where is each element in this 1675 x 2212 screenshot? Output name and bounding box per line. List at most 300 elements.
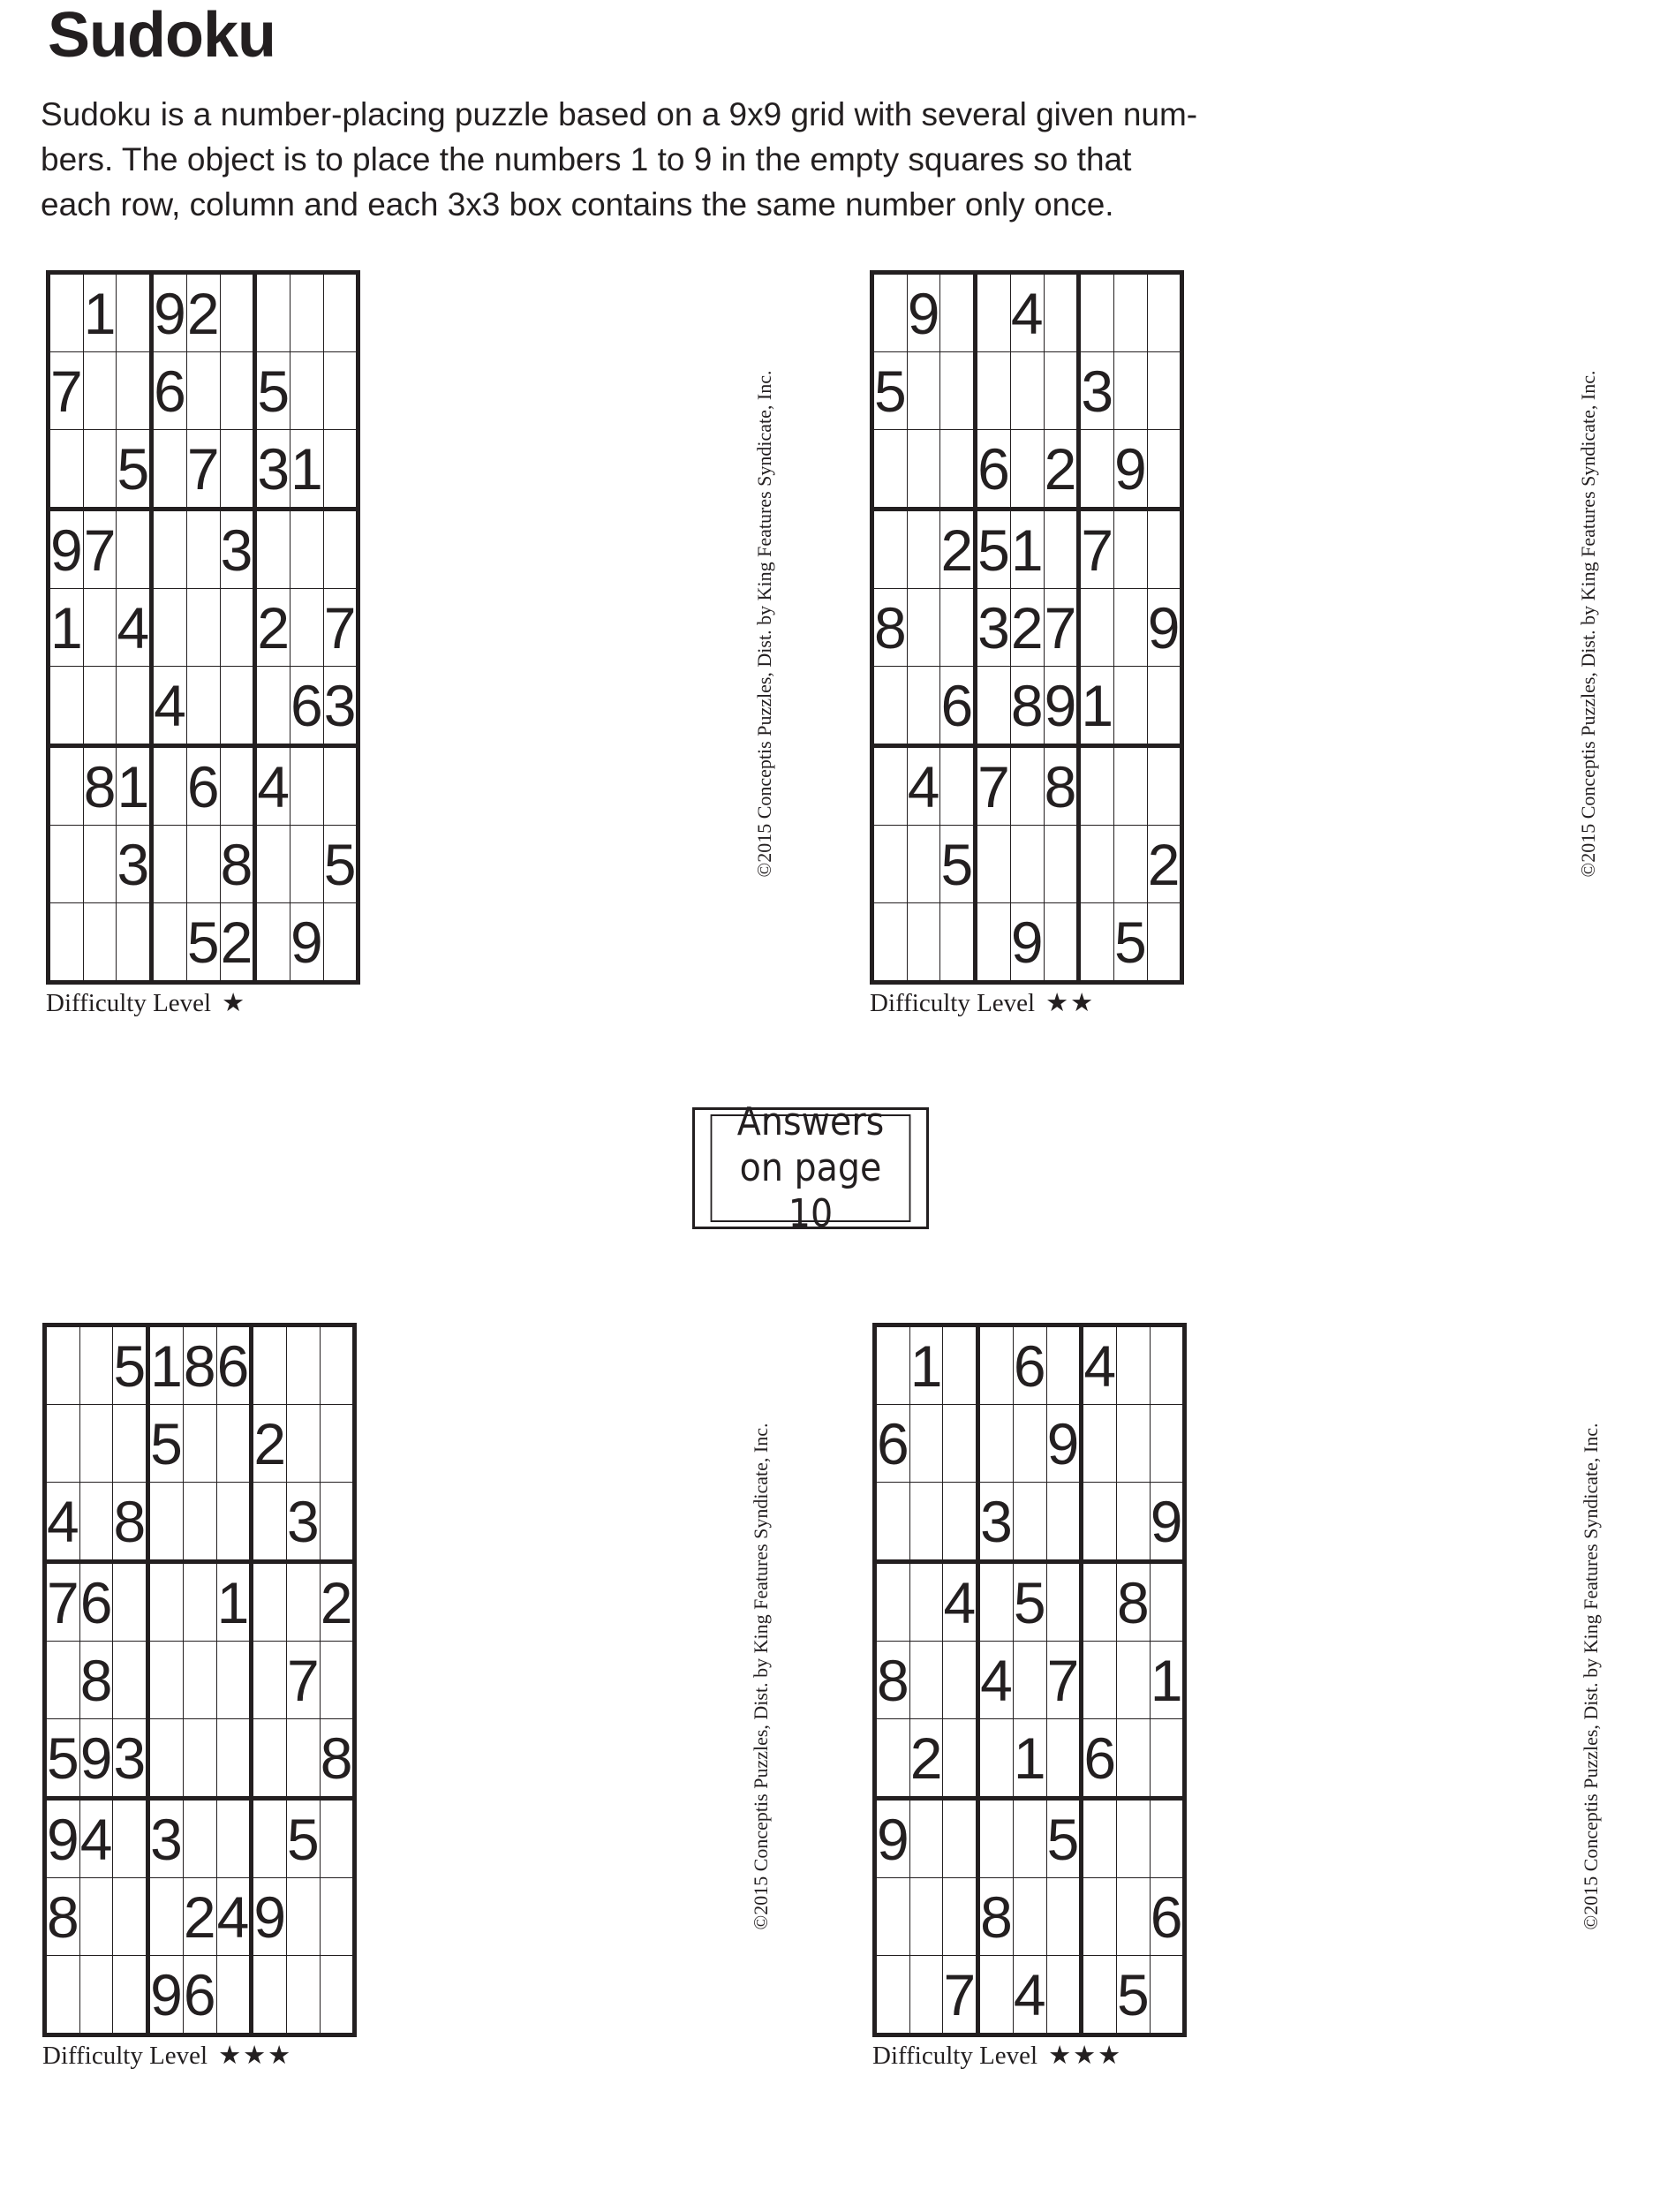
empty-cell[interactable] xyxy=(940,273,976,352)
grid-row xyxy=(875,1799,1185,1878)
given-cell: 9 xyxy=(1114,430,1148,510)
empty-cell[interactable] xyxy=(907,510,940,589)
empty-cell[interactable] xyxy=(1114,826,1148,903)
empty-cell[interactable] xyxy=(1150,1325,1185,1405)
empty-cell[interactable] xyxy=(290,826,324,903)
empty-cell[interactable] xyxy=(1044,826,1079,903)
given-cell: 9 xyxy=(875,1799,910,1878)
empty-cell[interactable] xyxy=(909,1799,943,1878)
empty-cell[interactable] xyxy=(875,1956,910,2035)
grid-row xyxy=(49,430,358,510)
empty-cell[interactable] xyxy=(323,903,358,983)
empty-cell[interactable] xyxy=(978,1562,1014,1642)
empty-cell[interactable] xyxy=(1117,1483,1151,1562)
empty-cell[interactable] xyxy=(1147,746,1182,826)
given-cell: 6 xyxy=(1150,1878,1185,1956)
given-cell: 7 xyxy=(943,1956,978,2035)
empty-cell[interactable] xyxy=(875,1878,910,1956)
empty-cell[interactable] xyxy=(186,826,220,903)
empty-cell[interactable] xyxy=(287,1878,321,1956)
grid-row xyxy=(45,1719,355,1799)
empty-cell[interactable] xyxy=(909,1405,943,1483)
empty-cell[interactable] xyxy=(287,1562,321,1642)
grid-row xyxy=(875,1719,1185,1799)
given-cell: 9 xyxy=(907,273,940,352)
empty-cell[interactable] xyxy=(909,1562,943,1642)
empty-cell[interactable] xyxy=(907,430,940,510)
empty-cell[interactable] xyxy=(875,1562,910,1642)
empty-cell[interactable] xyxy=(287,1719,321,1799)
given-cell: 5 xyxy=(1013,1562,1046,1642)
empty-cell[interactable] xyxy=(79,1483,113,1562)
empty-cell[interactable] xyxy=(49,430,84,510)
empty-cell[interactable] xyxy=(1046,1325,1082,1405)
empty-cell[interactable] xyxy=(1046,1719,1082,1799)
empty-cell[interactable] xyxy=(183,1642,216,1719)
empty-cell[interactable] xyxy=(1117,1799,1151,1878)
given-cell: 2 xyxy=(1147,826,1182,903)
instructions-line: Sudoku is a number-placing puzzle based on a 9x9 grid with several given num- xyxy=(41,96,1198,132)
given-cell: 2 xyxy=(1044,430,1079,510)
empty-cell[interactable] xyxy=(252,1719,287,1799)
empty-cell[interactable] xyxy=(1046,1878,1082,1956)
given-cell: 3 xyxy=(976,589,1011,667)
empty-cell[interactable] xyxy=(1013,1878,1046,1956)
empty-cell[interactable] xyxy=(1117,1719,1151,1799)
empty-cell[interactable] xyxy=(152,903,187,983)
empty-cell[interactable] xyxy=(909,1642,943,1719)
empty-cell[interactable] xyxy=(255,826,290,903)
empty-cell[interactable] xyxy=(148,1878,184,1956)
empty-cell[interactable] xyxy=(45,1956,80,2035)
empty-cell[interactable] xyxy=(152,746,187,826)
given-cell: 2 xyxy=(909,1719,943,1799)
given-cell: 9 xyxy=(1046,1405,1082,1483)
empty-cell[interactable] xyxy=(320,1878,355,1956)
difficulty-stars: ★★★ xyxy=(1048,2042,1123,2070)
empty-cell[interactable] xyxy=(907,667,940,746)
empty-cell[interactable] xyxy=(1079,746,1114,826)
empty-cell[interactable] xyxy=(183,1483,216,1562)
empty-cell[interactable] xyxy=(216,1405,252,1483)
empty-cell[interactable] xyxy=(907,352,940,430)
given-cell: 6 xyxy=(186,746,220,826)
difficulty-level xyxy=(872,2040,1122,2071)
empty-cell[interactable] xyxy=(1044,273,1079,352)
empty-cell[interactable] xyxy=(113,1405,148,1483)
empty-cell[interactable] xyxy=(113,1642,148,1719)
empty-cell[interactable] xyxy=(978,1956,1014,2035)
empty-cell[interactable] xyxy=(1013,1642,1046,1719)
empty-cell[interactable] xyxy=(216,1956,252,2035)
empty-cell[interactable] xyxy=(152,430,187,510)
empty-cell[interactable] xyxy=(1010,746,1044,826)
empty-cell[interactable] xyxy=(252,1562,287,1642)
empty-cell[interactable] xyxy=(978,1405,1014,1483)
given-cell: 1 xyxy=(117,746,152,826)
empty-cell[interactable] xyxy=(320,1483,355,1562)
empty-cell[interactable] xyxy=(909,1956,943,2035)
empty-cell[interactable] xyxy=(79,1405,113,1483)
grid-row xyxy=(45,1562,355,1642)
grid-row xyxy=(875,1483,1185,1562)
empty-cell[interactable] xyxy=(113,1878,148,1956)
empty-cell[interactable] xyxy=(148,1719,184,1799)
given-cell: 7 xyxy=(186,430,220,510)
empty-cell[interactable] xyxy=(287,1325,321,1405)
empty-cell[interactable] xyxy=(45,1642,80,1719)
empty-cell[interactable] xyxy=(220,273,255,352)
empty-cell[interactable] xyxy=(872,430,908,510)
copyright-notice: ©2015 Conceptis Puzzles, Dist. by King Features Syndicate, Inc. xyxy=(1577,370,1599,878)
empty-cell[interactable] xyxy=(1114,589,1148,667)
empty-cell[interactable] xyxy=(183,1405,216,1483)
given-cell: 6 xyxy=(1013,1325,1046,1405)
empty-cell[interactable] xyxy=(216,1642,252,1719)
empty-cell[interactable] xyxy=(1114,510,1148,589)
empty-cell[interactable] xyxy=(1010,826,1044,903)
given-cell: 3 xyxy=(287,1483,321,1562)
given-cell: 4 xyxy=(152,667,187,746)
grid-row xyxy=(875,1642,1185,1719)
empty-cell[interactable] xyxy=(1117,1642,1151,1719)
difficulty-label: Difficulty Level xyxy=(870,989,1036,1017)
empty-cell[interactable] xyxy=(875,1719,910,1799)
empty-cell[interactable] xyxy=(1046,1956,1082,2035)
empty-cell[interactable] xyxy=(220,589,255,667)
empty-cell[interactable] xyxy=(1082,1956,1117,2035)
empty-cell[interactable] xyxy=(872,826,908,903)
given-cell: 8 xyxy=(872,589,908,667)
instructions-line: bers. The object is to place the numbers 1 to 9 in the empty squares so that xyxy=(41,141,1132,177)
empty-cell[interactable] xyxy=(83,589,117,667)
empty-cell[interactable] xyxy=(148,1642,184,1719)
empty-cell[interactable] xyxy=(1044,510,1079,589)
empty-cell[interactable] xyxy=(940,352,976,430)
given-cell: 4 xyxy=(978,1642,1014,1719)
given-cell: 8 xyxy=(220,826,255,903)
given-cell: 5 xyxy=(1117,1956,1151,2035)
empty-cell[interactable] xyxy=(252,1956,287,2035)
empty-cell[interactable] xyxy=(1147,352,1182,430)
empty-cell[interactable] xyxy=(872,667,908,746)
given-cell: 6 xyxy=(290,667,324,746)
grid-row xyxy=(49,589,358,667)
given-cell: 8 xyxy=(978,1878,1014,1956)
empty-cell[interactable] xyxy=(1013,1405,1046,1483)
empty-cell[interactable] xyxy=(117,510,152,589)
difficulty-stars: ★★ xyxy=(1045,989,1096,1017)
empty-cell[interactable] xyxy=(1010,430,1044,510)
empty-cell[interactable] xyxy=(943,1642,978,1719)
empty-cell[interactable] xyxy=(83,903,117,983)
empty-cell[interactable] xyxy=(907,826,940,903)
empty-cell[interactable] xyxy=(1082,1483,1117,1562)
empty-cell[interactable] xyxy=(1079,273,1114,352)
empty-cell[interactable] xyxy=(1079,430,1114,510)
empty-cell[interactable] xyxy=(1150,1956,1185,2035)
empty-cell[interactable] xyxy=(220,746,255,826)
empty-cell[interactable] xyxy=(49,826,84,903)
empty-cell[interactable] xyxy=(323,746,358,826)
empty-cell[interactable] xyxy=(49,667,84,746)
empty-cell[interactable] xyxy=(117,352,152,430)
empty-cell[interactable] xyxy=(940,430,976,510)
given-cell: 9 xyxy=(49,510,84,589)
empty-cell[interactable] xyxy=(287,1956,321,2035)
empty-cell[interactable] xyxy=(1046,1483,1082,1562)
empty-cell[interactable] xyxy=(83,826,117,903)
empty-cell[interactable] xyxy=(1082,1405,1117,1483)
empty-cell[interactable] xyxy=(1150,1562,1185,1642)
given-cell: 5 xyxy=(323,826,358,903)
empty-cell[interactable] xyxy=(183,1562,216,1642)
empty-cell[interactable] xyxy=(255,510,290,589)
given-cell: 8 xyxy=(45,1878,80,1956)
given-cell: 9 xyxy=(79,1719,113,1799)
empty-cell[interactable] xyxy=(148,1562,184,1642)
empty-cell[interactable] xyxy=(290,273,324,352)
given-cell: 7 xyxy=(1044,589,1079,667)
empty-cell[interactable] xyxy=(978,1799,1014,1878)
empty-cell[interactable] xyxy=(186,352,220,430)
empty-cell[interactable] xyxy=(290,352,324,430)
given-cell: 3 xyxy=(148,1799,184,1878)
grid-row xyxy=(45,1956,355,2035)
given-cell: 4 xyxy=(943,1562,978,1642)
given-cell: 1 xyxy=(1079,667,1114,746)
answers-note: Answers on page 10 xyxy=(711,1114,911,1222)
given-cell: 4 xyxy=(45,1483,80,1562)
empty-cell[interactable] xyxy=(872,903,908,983)
empty-cell[interactable] xyxy=(1082,1562,1117,1642)
empty-cell[interactable] xyxy=(1013,1799,1046,1878)
empty-cell[interactable] xyxy=(1010,352,1044,430)
difficulty-level xyxy=(870,987,1095,1018)
grid-row xyxy=(875,1562,1185,1642)
empty-cell[interactable] xyxy=(323,352,358,430)
given-cell: 6 xyxy=(216,1325,252,1405)
empty-cell[interactable] xyxy=(186,589,220,667)
empty-cell[interactable] xyxy=(320,1956,355,2035)
empty-cell[interactable] xyxy=(148,1483,184,1562)
given-cell: 9 xyxy=(290,903,324,983)
empty-cell[interactable] xyxy=(45,1405,80,1483)
empty-cell[interactable] xyxy=(152,589,187,667)
given-cell: 9 xyxy=(1147,589,1182,667)
given-cell: 9 xyxy=(45,1799,80,1878)
empty-cell[interactable] xyxy=(943,1483,978,1562)
empty-cell[interactable] xyxy=(252,1325,287,1405)
given-cell: 8 xyxy=(79,1642,113,1719)
sudoku-grid xyxy=(46,270,360,985)
empty-cell[interactable] xyxy=(909,1483,943,1562)
empty-cell[interactable] xyxy=(1117,1405,1151,1483)
empty-cell[interactable] xyxy=(183,1799,216,1878)
empty-cell[interactable] xyxy=(1013,1483,1046,1562)
empty-cell[interactable] xyxy=(978,1719,1014,1799)
empty-cell[interactable] xyxy=(1147,903,1182,983)
empty-cell[interactable] xyxy=(907,589,940,667)
empty-cell[interactable] xyxy=(290,510,324,589)
empty-cell[interactable] xyxy=(252,1642,287,1719)
empty-cell[interactable] xyxy=(1117,1878,1151,1956)
empty-cell[interactable] xyxy=(290,589,324,667)
grid-row xyxy=(875,1878,1185,1956)
empty-cell[interactable] xyxy=(287,1405,321,1483)
empty-cell[interactable] xyxy=(875,1325,910,1405)
empty-cell[interactable] xyxy=(976,826,1011,903)
empty-cell[interactable] xyxy=(1079,903,1114,983)
empty-cell[interactable] xyxy=(186,510,220,589)
given-cell: 2 xyxy=(320,1562,355,1642)
given-cell: 4 xyxy=(907,746,940,826)
empty-cell[interactable] xyxy=(1079,826,1114,903)
given-cell: 6 xyxy=(875,1405,910,1483)
copyright-notice: ©2015 Conceptis Puzzles, Dist. by King Features Syndicate, Inc. xyxy=(1580,1423,1602,1930)
empty-cell[interactable] xyxy=(45,1325,80,1405)
sudoku-grid xyxy=(42,1323,357,2037)
empty-cell[interactable] xyxy=(83,430,117,510)
empty-cell[interactable] xyxy=(976,903,1011,983)
empty-cell[interactable] xyxy=(1117,1325,1151,1405)
empty-cell[interactable] xyxy=(117,667,152,746)
empty-cell[interactable] xyxy=(1082,1642,1117,1719)
empty-cell[interactable] xyxy=(943,1405,978,1483)
empty-cell[interactable] xyxy=(220,352,255,430)
empty-cell[interactable] xyxy=(872,273,908,352)
empty-cell[interactable] xyxy=(117,903,152,983)
empty-cell[interactable] xyxy=(1147,430,1182,510)
given-cell: 4 xyxy=(117,589,152,667)
empty-cell[interactable] xyxy=(943,1878,978,1956)
empty-cell[interactable] xyxy=(943,1325,978,1405)
empty-cell[interactable] xyxy=(1114,273,1148,352)
given-cell: 1 xyxy=(290,430,324,510)
empty-cell[interactable] xyxy=(320,1799,355,1878)
empty-cell[interactable] xyxy=(1046,1562,1082,1642)
empty-cell[interactable] xyxy=(320,1325,355,1405)
grid-row xyxy=(49,510,358,589)
given-cell: 7 xyxy=(287,1642,321,1719)
sudoku-grid xyxy=(872,1323,1187,2037)
empty-cell[interactable] xyxy=(79,1956,113,2035)
empty-cell[interactable] xyxy=(1147,510,1182,589)
empty-cell[interactable] xyxy=(320,1405,355,1483)
empty-cell[interactable] xyxy=(152,826,187,903)
grid-row xyxy=(872,430,1182,510)
empty-cell[interactable] xyxy=(83,352,117,430)
empty-cell[interactable] xyxy=(1114,746,1148,826)
empty-cell[interactable] xyxy=(216,1719,252,1799)
empty-cell[interactable] xyxy=(255,667,290,746)
empty-cell[interactable] xyxy=(1044,352,1079,430)
empty-cell[interactable] xyxy=(323,273,358,352)
empty-cell[interactable] xyxy=(186,667,220,746)
empty-cell[interactable] xyxy=(216,1483,252,1562)
empty-cell[interactable] xyxy=(909,1878,943,1956)
given-cell: 3 xyxy=(978,1483,1014,1562)
grid-row xyxy=(872,510,1182,589)
empty-cell[interactable] xyxy=(940,746,976,826)
empty-cell[interactable] xyxy=(113,1562,148,1642)
empty-cell[interactable] xyxy=(1044,903,1079,983)
empty-cell[interactable] xyxy=(1082,1799,1117,1878)
empty-cell[interactable] xyxy=(216,1799,252,1878)
empty-cell[interactable] xyxy=(290,746,324,826)
empty-cell[interactable] xyxy=(83,667,117,746)
given-cell: 5 xyxy=(940,826,976,903)
empty-cell[interactable] xyxy=(117,273,152,352)
empty-cell[interactable] xyxy=(1079,589,1114,667)
given-cell: 8 xyxy=(875,1642,910,1719)
empty-cell[interactable] xyxy=(113,1956,148,2035)
empty-cell[interactable] xyxy=(252,1799,287,1878)
grid-row xyxy=(875,1405,1185,1483)
empty-cell[interactable] xyxy=(79,1325,113,1405)
given-cell: 2 xyxy=(1010,589,1044,667)
empty-cell[interactable] xyxy=(220,667,255,746)
empty-cell[interactable] xyxy=(152,510,187,589)
empty-cell[interactable] xyxy=(1150,1405,1185,1483)
given-cell: 3 xyxy=(1079,352,1114,430)
empty-cell[interactable] xyxy=(49,903,84,983)
given-cell: 7 xyxy=(976,746,1011,826)
empty-cell[interactable] xyxy=(875,1483,910,1562)
empty-cell[interactable] xyxy=(255,273,290,352)
empty-cell[interactable] xyxy=(1150,1719,1185,1799)
empty-cell[interactable] xyxy=(183,1719,216,1799)
empty-cell[interactable] xyxy=(976,667,1011,746)
empty-cell[interactable] xyxy=(113,1799,148,1878)
given-cell: 4 xyxy=(1010,273,1044,352)
given-cell: 1 xyxy=(83,273,117,352)
empty-cell[interactable] xyxy=(1150,1799,1185,1878)
empty-cell[interactable] xyxy=(1114,667,1148,746)
empty-cell[interactable] xyxy=(79,1878,113,1956)
empty-cell[interactable] xyxy=(943,1719,978,1799)
empty-cell[interactable] xyxy=(907,903,940,983)
empty-cell[interactable] xyxy=(940,903,976,983)
page-title: Sudoku xyxy=(48,0,275,71)
given-cell: 6 xyxy=(183,1956,216,2035)
empty-cell[interactable] xyxy=(1082,1878,1117,1956)
empty-cell[interactable] xyxy=(940,589,976,667)
empty-cell[interactable] xyxy=(323,510,358,589)
empty-cell[interactable] xyxy=(255,903,290,983)
empty-cell[interactable] xyxy=(1147,273,1182,352)
empty-cell[interactable] xyxy=(872,746,908,826)
given-cell: 8 xyxy=(183,1325,216,1405)
empty-cell[interactable] xyxy=(220,430,255,510)
empty-cell[interactable] xyxy=(252,1483,287,1562)
empty-cell[interactable] xyxy=(49,273,84,352)
given-cell: 5 xyxy=(1114,903,1148,983)
empty-cell[interactable] xyxy=(323,430,358,510)
given-cell: 6 xyxy=(1082,1719,1117,1799)
given-cell: 8 xyxy=(1044,746,1079,826)
empty-cell[interactable] xyxy=(976,273,1011,352)
empty-cell[interactable] xyxy=(978,1325,1014,1405)
empty-cell[interactable] xyxy=(49,746,84,826)
empty-cell[interactable] xyxy=(976,352,1011,430)
empty-cell[interactable] xyxy=(943,1799,978,1878)
empty-cell[interactable] xyxy=(1114,352,1148,430)
empty-cell[interactable] xyxy=(1147,667,1182,746)
grid-row xyxy=(49,746,358,826)
empty-cell[interactable] xyxy=(320,1642,355,1719)
empty-cell[interactable] xyxy=(872,510,908,589)
